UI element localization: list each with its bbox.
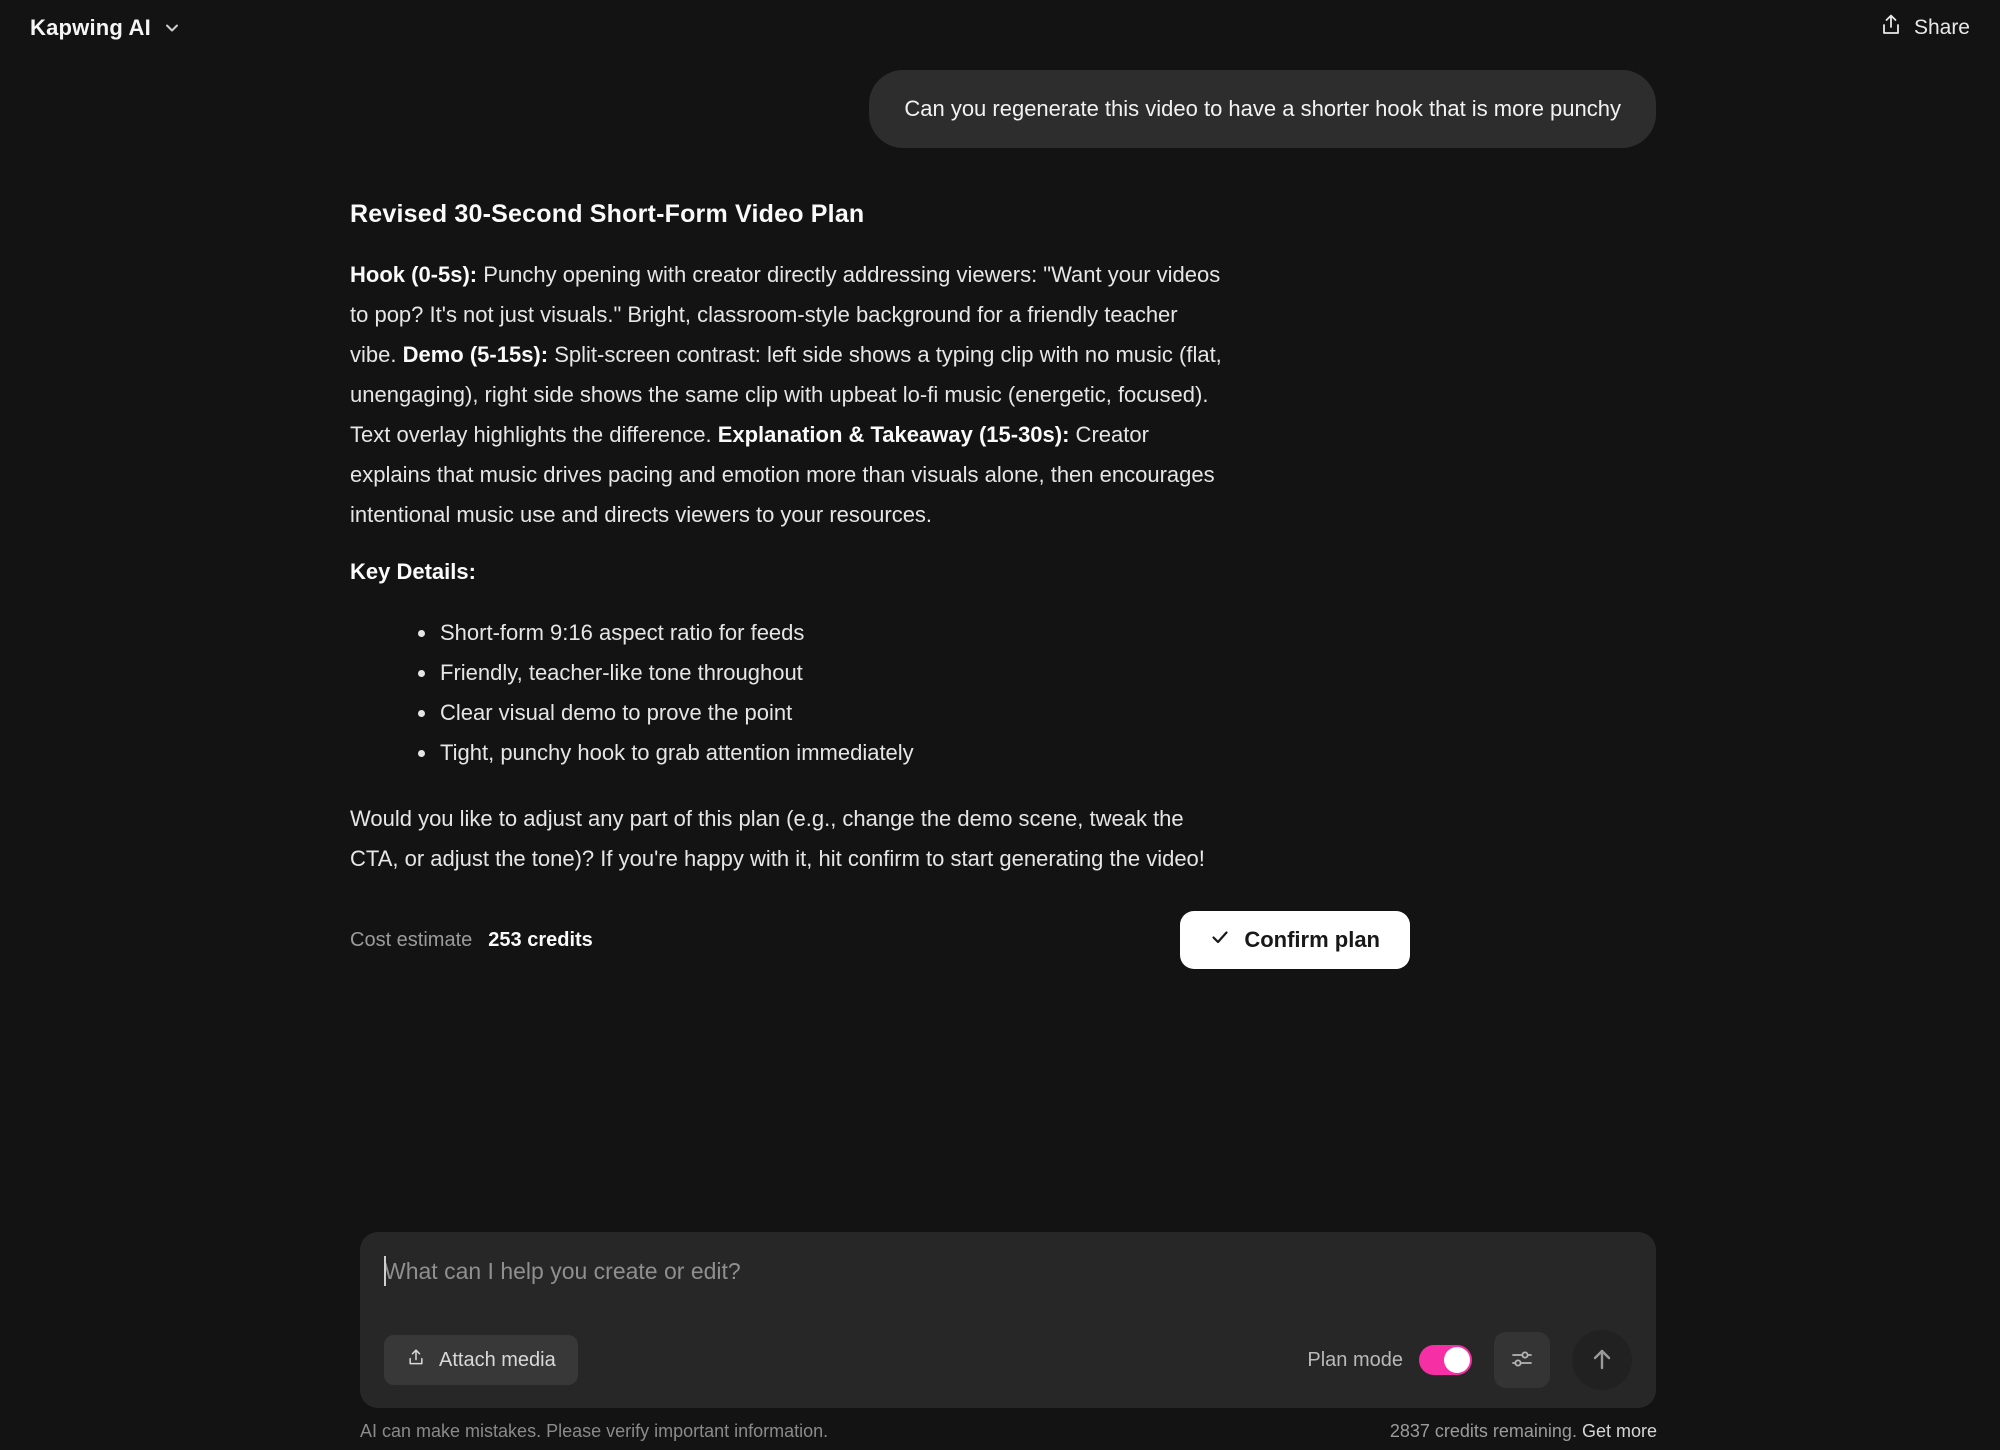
plan-title: Revised 30-Second Short-Form Video Plan [350,200,865,228]
plan-mode-toggle-knob [1444,1347,1470,1373]
share-button[interactable] [1879,13,1970,43]
key-detail-item: • Friendly, teacher-like tone throughout [438,653,1222,693]
chat-column [350,56,1656,969]
key-detail-item: • Tight, punchy hook to grab attention immediately [438,733,1222,773]
prompt-input[interactable] [384,1258,1632,1285]
generation-settings-button[interactable] [1494,1332,1550,1388]
confirm-plan-label: Confirm plan [1244,927,1380,952]
plan-paragraph: Hook (0-5s): Punchy opening with creator directly addressing viewers: "Want your videos to pop? It's not just visuals." Bright, classroom-style background for a friendly teacher vibe. Demo (5-15s): Split-screen contrast: left side shows a typing clip with no music (flat, unengaging), right side shows the same clip with upbeat lo-fi music (energetic, focused). Text overlay highlights the difference. Explanation & Takeaway (15-30s): Creator explains that music drives pacing and emotion more than visuals alone, then encourages intentional music use and directs viewers to your resources. [350,262,1222,527]
cost-estimate-label: Cost estimate [350,928,473,951]
text-caret [384,1256,386,1286]
key-detail-item: • Clear visual demo to prove the point [438,693,1222,733]
attach-media-button[interactable] [384,1335,578,1385]
send-button[interactable] [1572,1330,1632,1390]
plan-mode-control [1307,1345,1472,1375]
credits-remaining [1390,1421,1657,1442]
cost-estimate-value: 253 credits [488,928,593,951]
composer-controls [384,1330,1632,1390]
attach-media-label: Attach media [439,1348,556,1371]
check-icon [1210,927,1230,953]
plan-closing-paragraph: Would you like to adjust any part of this plan (e.g., change the demo scene, tweak the CTA, or adjust the tone)? If you're happy with it, hit confirm to start generating the video! [350,806,1205,871]
ai-plan-message [350,200,1656,969]
chevron-down-icon [163,19,181,37]
top-bar [0,0,2000,56]
share-icon [1879,13,1903,43]
key-detail-item: • Short-form 9:16 aspect ratio for feeds [438,613,1222,653]
plan-mode-toggle[interactable] [1419,1345,1472,1375]
composer-right-controls [1307,1330,1632,1390]
key-details-list [350,613,1222,773]
sliders-icon [1509,1346,1535,1375]
upload-icon [406,1347,426,1373]
confirm-plan-button[interactable] [1180,911,1410,969]
arrow-up-icon [1588,1345,1616,1376]
plan-mode-label: Plan mode [1307,1348,1403,1371]
key-details-heading: Key Details: [350,559,476,584]
cost-estimate [350,929,593,952]
app-title: Kapwing AI [30,15,151,40]
footer [360,1421,1657,1442]
disclaimer-text: AI can make mistakes. Please verify important information. [360,1421,829,1441]
app-title-menu[interactable] [30,15,181,41]
get-more-link[interactable]: Get more [1581,1421,1657,1441]
user-message-bubble: Can you regenerate this video to have a shorter hook that is more punchy [869,70,1656,148]
prompt-row [384,1258,1632,1285]
plan-footer [350,911,1410,969]
credits-remaining-text: 2837 credits remaining. [1389,1421,1577,1441]
composer-panel [360,1232,1656,1408]
share-label: Share [1913,16,1970,39]
